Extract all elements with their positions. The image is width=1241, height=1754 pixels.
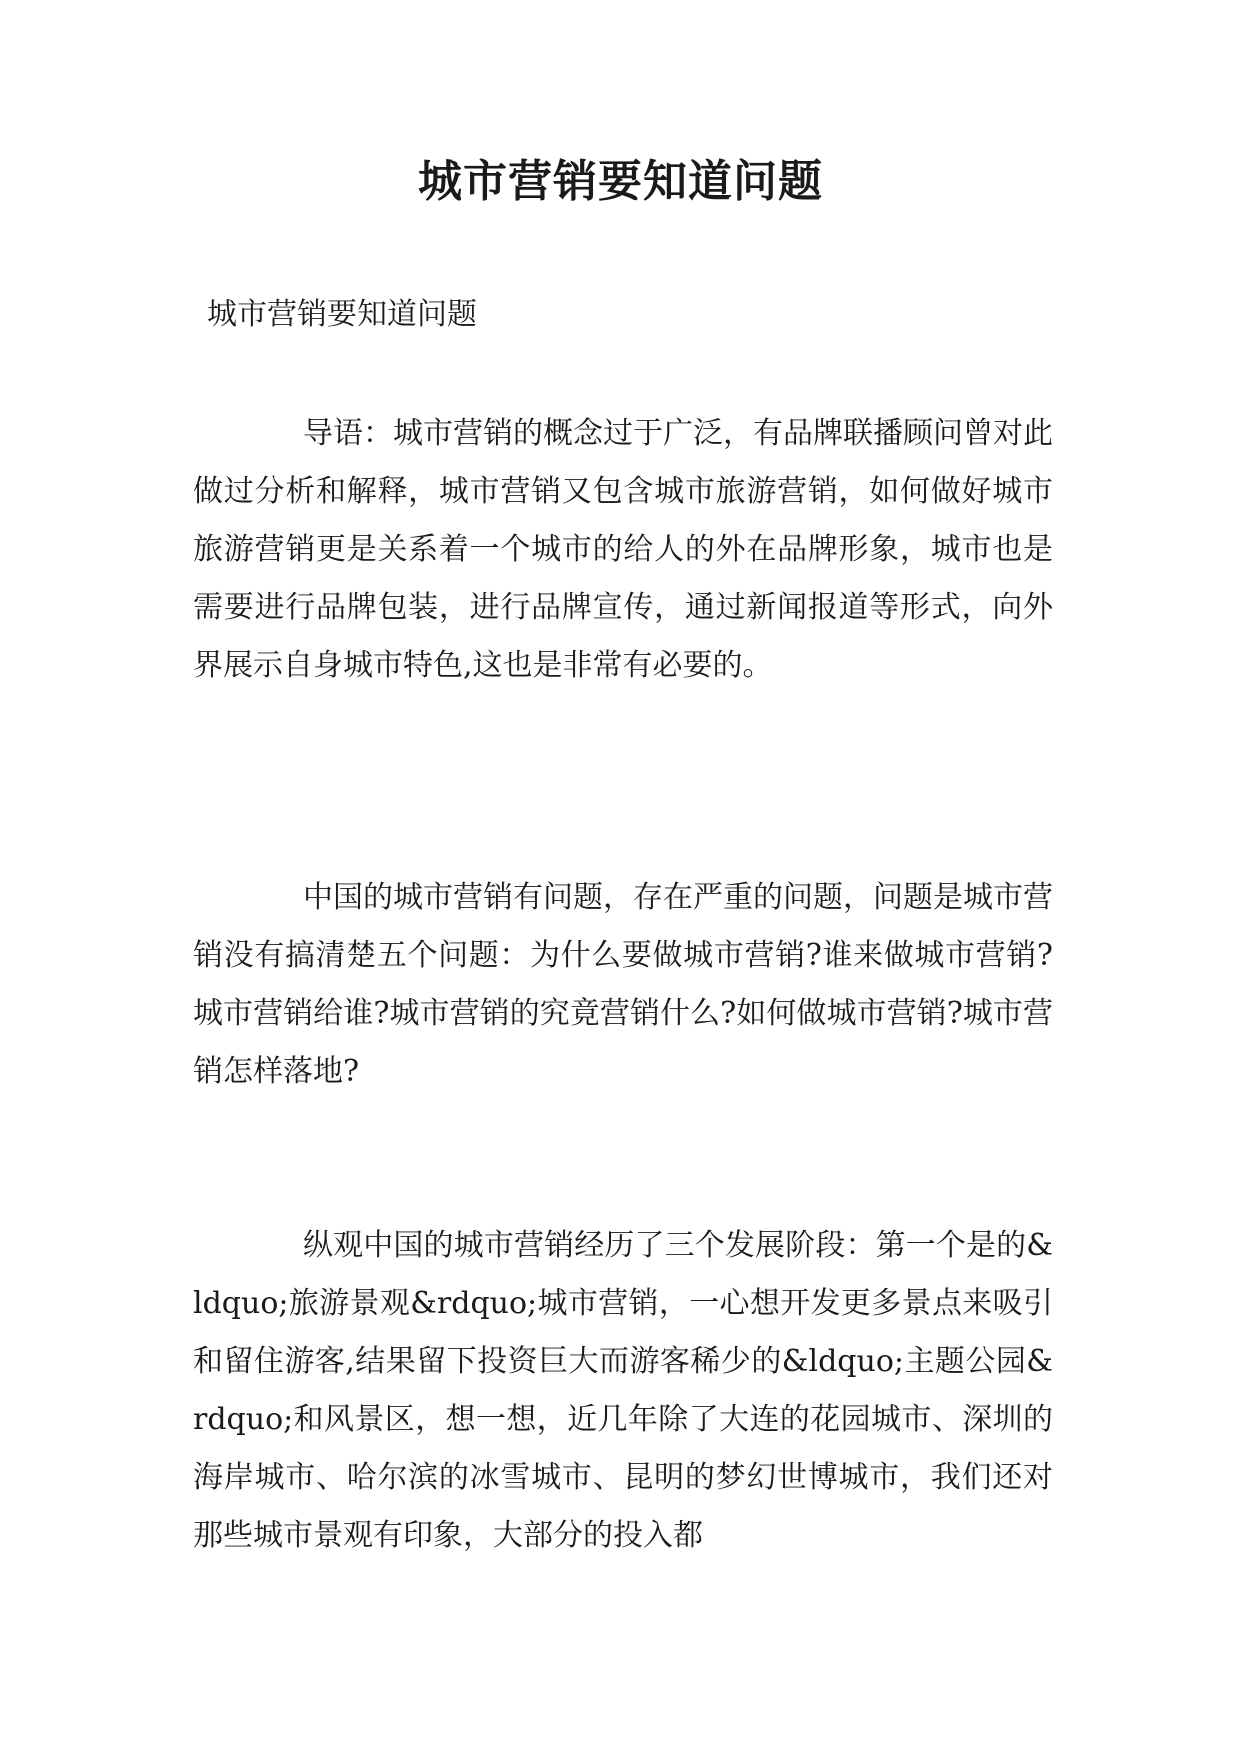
document-subtitle: 城市营销要知道问题 [207, 297, 477, 332]
paragraph-problems: 中国的城市营销有问题，存在严重的问题，问题是城市营销没有搞清楚五个问题：为什么要做城市营销?谁来做城市营销?城市营销给谁?城市营销的究竟营销什么?如何做城市营销?城市营销怎样落地? [193, 880, 1053, 1089]
paragraph-intro: 导语：城市营销的概念过于广泛，有品牌联播顾问曾对此做过分析和解释，城市营销又包含城市旅游营销，如何做好城市旅游营销更是关系着一个城市的给人的外在品牌形象，城市也是需要进行品牌包装，进行品牌宣传，通过新闻报道等形式，向外界展示自身城市特色,这也是非常有必要的。 [193, 416, 1053, 683]
paragraph-stages: 纵观中国的城市营销经历了三个发展阶段：第一个是的&ldquo;旅游景观&rdquo;城市营销，一心想开发更多景点来吸引和留住游客,结果留下投资巨大而游客稀少的&ldquo;主题公园&rdquo;和风景区，想一想，近几年除了大连的花园城市、深圳的海岸城市、哈尔滨的冰雪城市、昆明的梦幻世博城市，我们还对那些城市景观有印象，大部分的投入都 [193, 1228, 1053, 1553]
document-title: 城市营销要知道问题 [418, 156, 823, 207]
